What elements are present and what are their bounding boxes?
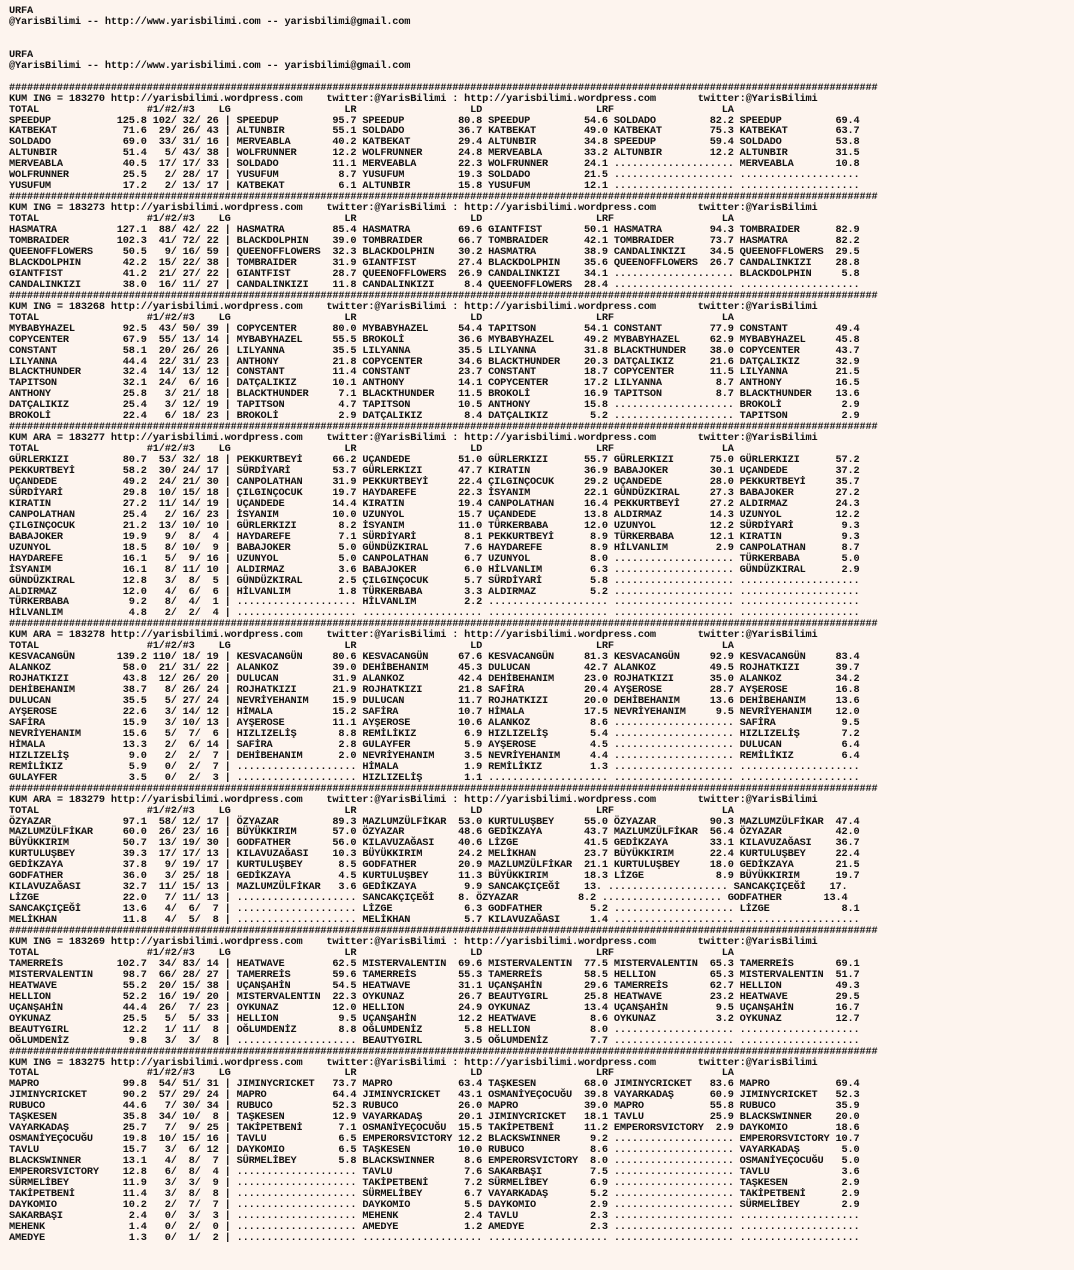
result-row: MYBABYHAZEL 92.5 43/ 50/ 39 | COPYCENTER 80.0 MYBABYHAZEL 54.4 TAPITSON 54.1 CONSTANT 77.9 CONSTANT 49.4 xyxy=(9,322,860,335)
result-row: AYŞEROSE 22.6 3/ 14/ 12 | HİMALA 15.2 SAFİRA 10.7 HİMALA 17.5 NEVRİYEHANIM 9.5 NEVRİYEHANIM 12.0 xyxy=(9,706,860,718)
race-header-line: KUM ING = 183275 http://yarisbilimi.wordpress.com twitter:@YarisBilimi : http://yarisbilimi.wordpress.com twitter:@YarisBilimi xyxy=(9,1056,818,1069)
race-header-line: KUM ARA = 183278 http://yarisbilimi.wordpress.com twitter:@YarisBilimi : http://yarisbilimi.wordpress.com twitter:@YarisBilimi xyxy=(9,629,818,642)
race-results-document xyxy=(9,6,877,1244)
result-row: MISTERVALENTIN 98.7 66/ 28/ 27 | TAMERREİS 59.6 TAMERREİS 55.3 TAMERREİS 58.5 HELLION 65.3 MISTERVALENTIN 51.7 xyxy=(9,968,860,981)
result-row: ALTUNBIR 51.4 5/ 43/ 38 | WOLFRUNNER 12.2 WOLFRUNNER 24.8 MERVEABLA 33.2 ALTUNBIR 12.2 ALTUNBIR 31.5 xyxy=(9,147,860,160)
result-row: ÇILGINÇOCUK 21.2 13/ 10/ 10 | GÜRLERKIZI 8.2 İSYANIM 11.0 TÜRKERBABA 12.0 UZUNYOL 12.2 SÜRDİYARİ 9.3 xyxy=(9,519,860,532)
race-header-line: KUM ING = 183270 http://yarisbilimi.wordpress.com twitter:@YarisBilimi : http://yarisbilimi.wordpress.com twitter:@YarisBilimi xyxy=(9,92,818,105)
column-header-line: TOTAL #1/#2/#3 LG LR LD LRF LA xyxy=(9,804,734,817)
result-row: HASMATRA 127.1 88/ 42/ 22 | HASMATRA 85.4 HASMATRA 69.6 GIANTFIST 50.1 HASMATRA 94.3 TOMBRAIDER 82.9 xyxy=(9,224,860,237)
header-line: @YarisBilimi -- http://www.yarisbilimi.com -- yarisbilimi@gmail.com xyxy=(9,15,411,28)
result-row: NEVRİYEHANIM 15.6 5/ 7/ 6 | HIZLIZELİŞ 8.8 REMİLİKIZ 6.9 HIZLIZELİŞ 5.4 .................... HIZLIZELİŞ 7.2 xyxy=(9,727,860,740)
separator-line: ################################################################################################################################################# xyxy=(9,618,878,631)
result-row: SOLDADO 69.0 33/ 31/ 16 | MERVEABLA 40.2 KATBEKAT 29.4 ALTUNBIR 34.8 SPEEDUP 59.4 SOLDADO 53.8 xyxy=(9,136,860,149)
result-row: MAZLUMZÜLFİKAR 60.0 26/ 23/ 16 | BÜYÜKKIRIM 57.0 ÖZYAZAR 48.6 GEDİKZAYA 43.7 MAZLUMZÜLFİKAR 56.4 ÖZYAZAR 42.0 xyxy=(9,826,860,839)
result-row: ROJHATKIZI 43.8 12/ 26/ 20 | DULUCAN 31.9 ALANKOZ 42.4 DEHİBEHANIM 23.0 ROJHATKIZI 35.0 ALANKOZ 34.2 xyxy=(9,673,860,686)
result-row: COPYCENTER 67.9 55/ 13/ 14 | MYBABYHAZEL 55.5 BROKOLİ 36.6 MYBABYHAZEL 49.2 MYBABYHAZEL 62.9 MYBABYHAZEL 45.8 xyxy=(9,333,860,346)
result-row: HİMALA 13.3 2/ 6/ 14 | SAFİRA 2.8 GULAYFER 5.9 AYŞEROSE 4.5 .................... DULUCAN 6.4 xyxy=(9,738,860,751)
result-row: OYKUNAZ 25.5 5/ 5/ 33 | HELLION 9.5 UÇANŞAHİN 12.2 HEATWAVE 8.6 OYKUNAZ 3.2 OYKUNAZ 12.7 xyxy=(9,1012,860,1025)
result-row: KIRATIN 27.2 11/ 14/ 19 | UÇANDEDE 14.4 KIRATIN 19.4 CANPOLATHAN 16.4 PEKKURTBEYİ 27.2 ALDIRMAZ 24.3 xyxy=(9,497,860,510)
result-row: BABAJOKER 19.9 9/ 8/ 4 | HAYDAREFE 7.1 SÜRDİYARİ 8.1 PEKKURTBEYİ 8.9 TÜRKERBABA 12.1 KIRATIN 9.3 xyxy=(9,530,860,543)
result-row: TAŞKESEN 35.8 34/ 10/ 8 | TAŞKESEN 12.9 VAYARKADAŞ 20.1 JIMINYCRICKET 18.1 TAVLU 25.9 BLACKSWINNER 20.0 xyxy=(9,1111,860,1124)
result-row: CANDALINKIZI 38.0 16/ 11/ 27 | CANDALINKIZI 11.8 CANDALINKIZI 8.4 QUEENOFFLOWERS 28.4 .................... .................... xyxy=(9,278,860,291)
separator-line: ################################################################################################################################################# xyxy=(9,782,878,795)
result-row: TOMBRAIDER 102.3 41/ 72/ 22 | BLACKDOLPHIN 39.0 TOMBRAIDER 66.7 TOMBRAIDER 42.1 TOMBRAIDER 73.7 HASMATRA 82.2 xyxy=(9,235,860,248)
result-row: LİZGE 22.0 7/ 11/ 13 | .................... SANCAKÇIÇEĞİ 8. ÖZYAZAR 8.2 .................... GODFATHER 13.4 xyxy=(9,892,848,905)
column-header-line: TOTAL #1/#2/#3 LG LR LD LRF LA xyxy=(9,311,734,324)
race-header-line: KUM ARA = 183279 http://yarisbilimi.wordpress.com twitter:@YarisBilimi : http://yarisbilimi.wordpress.com twitter:@YarisBilimi xyxy=(9,793,818,806)
result-row: CONSTANT 58.1 20/ 26/ 26 | LILYANNA 35.5 LILYANNA 35.5 LILYANNA 31.8 BLACKTHUNDER 38.0 COPYCENTER 43.7 xyxy=(9,344,860,357)
result-row: KESVACANGÜN 139.2 110/ 18/ 19 | KESVACANGÜN 80.6 KESVACANGÜN 67.6 KESVACANGÜN 81.3 KESVACANGÜN 92.9 KESVACANGÜN 83.4 xyxy=(9,651,860,664)
result-row: BROKOLİ 22.4 6/ 18/ 23 | BROKOLİ 2.9 DATÇALIKIZ 8.4 DATÇALIKIZ 5.2 .................... TAPITSON 2.9 xyxy=(9,410,860,423)
result-row: SÜRMELİBEY 11.9 3/ 3/ 9 | .................... TAKİPETBENİ 7.2 SÜRMELİBEY 6.9 .................... TAŞKESEN 2.9 xyxy=(9,1176,860,1189)
result-row: HEATWAVE 55.2 20/ 15/ 38 | UÇANŞAHİN 54.5 HEATWAVE 31.1 UÇANŞAHİN 29.6 TAMERREİS 62.7 HELLION 49.3 xyxy=(9,979,860,992)
result-row: BLACKSWINNER 13.1 4/ 8/ 7 | SÜRMELİBEY 5.8 BLACKSWINNER 8.6 EMPERORSVICTORY 8.0 .................... OSMANİYEÇOCUĞU 5.0 xyxy=(9,1155,860,1168)
result-row: GIANTFIST 41.2 21/ 27/ 22 | GIANTFIST 28.7 QUEENOFFLOWERS 26.9 CANDALINKIZI 34.1 .................... BLACKDOLPHIN 5.8 xyxy=(9,267,860,280)
result-row: TAPITSON 32.1 24/ 6/ 16 | DATÇALIKIZ 10.1 ANTHONY 14.1 COPYCENTER 17.2 LILYANNA 8.7 ANTHONY 16.5 xyxy=(9,377,860,390)
result-row: AMEDYE 1.3 0/ 1/ 2 | .................... .................... .................... .................... .................... xyxy=(9,1231,860,1244)
separator-line: ################################################################################################################################################# xyxy=(9,289,878,302)
result-row: GEDİKZAYA 37.8 9/ 19/ 17 | KURTULUŞBEY 8.5 GODFATHER 20.9 MAZLUMZÜLFİKAR 21.1 KURTULUŞBEY 18.0 GEDİKZAYA 21.5 xyxy=(9,859,860,872)
result-row: GÜNDÜZKIRAL 12.8 3/ 8/ 5 | GÜNDÜZKIRAL 2.5 ÇILGINÇOCUK 5.7 SÜRDİYARİ 5.8 .................... .................... xyxy=(9,574,860,587)
result-row: TAMERREİS 102.7 34/ 83/ 14 | HEATWAVE 62.5 MISTERVALENTIN 69.6 MISTERVALENTIN 77.5 MISTERVALENTIN 65.3 TAMERREİS 69.1 xyxy=(9,957,860,970)
result-row: TÜRKERBABA 9.2 8/ 4/ 1 | .................... HİLVANLIM 2.2 .................... .................... .................... xyxy=(9,596,860,609)
result-row: MAPRO 99.8 54/ 51/ 31 | JIMINYCRICKET 73.7 MAPRO 63.4 TAŞKESEN 68.0 JIMINYCRICKET 83.6 MAPRO 69.4 xyxy=(9,1078,860,1091)
result-row: GODFATHER 36.0 3/ 25/ 18 | GEDİKZAYA 4.5 KURTULUŞBEY 11.3 BÜYÜKKIRIM 18.3 LİZGE 8.9 BÜYÜKKIRIM 19.7 xyxy=(9,870,860,883)
result-row: MELİKHAN 11.8 4/ 5/ 8 | .................... MELİKHAN 5.7 KILAVUZAĞASI 1.4 .................... .................... xyxy=(9,914,860,927)
result-row: HELLION 52.2 16/ 19/ 20 | MISTERVALENTIN 22.3 OYKUNAZ 26.7 BEAUTYGIRL 25.8 HEATWAVE 23.2 HEATWAVE 29.5 xyxy=(9,990,860,1003)
column-header-line: TOTAL #1/#2/#3 LG LR LD LRF LA xyxy=(9,443,734,456)
column-header-line: TOTAL #1/#2/#3 LG LR LD LRF LA xyxy=(9,103,734,116)
result-row: PEKKURTBEYİ 58.2 30/ 24/ 17 | SÜRDİYARİ 53.7 GÜRLERKIZI 47.7 KIRATIN 36.9 BABAJOKER 30.1 UÇANDEDE 37.2 xyxy=(9,465,860,478)
result-row: OĞLUMDENİZ 9.8 3/ 3/ 8 | .................... BEAUTYGIRL 3.5 OĞLUMDENİZ 7.7 .................... .................... xyxy=(9,1034,860,1047)
result-row: TAVLU 15.7 3/ 6/ 12 | DAYKOMIO 6.5 TAŞKESEN 10.0 RUBUCO 8.6 .................... VAYARKADAŞ 5.0 xyxy=(9,1144,860,1157)
separator-line: ################################################################################################################################################# xyxy=(9,925,878,938)
result-row: KURTULUŞBEY 39.3 17/ 17/ 13 | KILAVUZAĞASI 10.3 BÜYÜKKIRIM 24.2 MELİKHAN 23.7 BÜYÜKKIRIM 22.4 KURTULUŞBEY 22.4 xyxy=(9,848,860,861)
result-row: GÜRLERKIZI 80.7 53/ 32/ 18 | PEKKURTBEYİ 66.2 UÇANDEDE 51.0 GÜRLERKIZI 55.7 GÜRLERKIZI 75.0 GÜRLERKIZI 57.2 xyxy=(9,454,860,467)
column-header-line: TOTAL #1/#2/#3 LG LR LD LRF LA xyxy=(9,1067,734,1080)
result-row: EMPERORSVICTORY 12.8 6/ 8/ 4 | .................... TAVLU 7.6 SAKARBAŞI 7.5 .................... TAVLU 3.6 xyxy=(9,1166,860,1179)
result-row: HİLVANLIM 4.8 2/ 2/ 4 | .................... .................... .................... .................... .................... xyxy=(9,607,860,620)
race-header-line: KUM ING = 183268 http://yarisbilimi.wordpress.com twitter:@YarisBilimi : http://yarisbilimi.wordpress.com twitter:@YarisBilimi xyxy=(9,300,818,313)
separator-line: ################################################################################################################################################# xyxy=(9,421,878,434)
result-row: BÜYÜKKIRIM 50.7 13/ 19/ 30 | GODFATHER 56.0 KILAVUZAĞASI 40.6 LİZGE 41.5 GEDİKZAYA 33.1 KILAVUZAĞASI 36.7 xyxy=(9,837,860,850)
result-row: SPEEDUP 125.8 102/ 32/ 26 | SPEEDUP 95.7 SPEEDUP 80.8 SPEEDUP 54.6 SOLDADO 82.2 SPEEDUP 69.4 xyxy=(9,114,860,127)
result-row: UZUNYOL 18.5 8/ 10/ 9 | BABAJOKER 5.0 GÜNDÜZKIRAL 7.6 HAYDAREFE 8.9 HİLVANLIM 2.9 CANPOLATHAN 8.7 xyxy=(9,541,860,554)
result-row: UÇANDEDE 49.2 24/ 21/ 30 | CANPOLATHAN 31.9 PEKKURTBEYİ 22.4 ÇILGINÇOCUK 29.2 UÇANDEDE 28.0 PEKKURTBEYİ 35.7 xyxy=(9,475,860,488)
result-row: ALDIRMAZ 12.0 4/ 6/ 6 | HİLVANLIM 1.8 TÜRKERBABA 3.3 ALDIRMAZ 5.2 .................... .................... xyxy=(9,585,860,598)
result-row: YUSUFUM 17.2 2/ 13/ 17 | KATBEKAT 6.1 ALTUNBIR 15.8 YUSUFUM 12.1 .................... .................... xyxy=(9,180,860,193)
result-row: JIMINYCRICKET 90.2 57/ 29/ 24 | MAPRO 64.4 JIMINYCRICKET 43.1 OSMANİYEÇOCUĞU 39.8 VAYARKADAŞ 60.9 JIMINYCRICKET 52.3 xyxy=(9,1089,860,1102)
result-row: GULAYFER 3.5 0/ 2/ 3 | .................... HIZLIZELİŞ 1.1 .................... .................... .................... xyxy=(9,771,860,784)
result-row: ALANKOZ 58.0 21/ 31/ 22 | ALANKOZ 39.0 DEHİBEHANIM 45.3 DULUCAN 42.7 ALANKOZ 49.5 ROJHATKIZI 39.7 xyxy=(9,662,860,675)
separator-line: ################################################################################################################################################# xyxy=(9,81,878,94)
result-row: OSMANİYEÇOCUĞU 19.8 10/ 15/ 16 | TAVLU 6.5 EMPERORSVICTORY 12.2 BLACKSWINNER 9.2 .................... EMPERORSVICTORY 10.7 xyxy=(9,1133,860,1146)
result-row: CANPOLATHAN 25.4 2/ 16/ 23 | İSYANIM 10.0 UZUNYOL 15.7 UÇANDEDE 13.8 ALDIRMAZ 14.3 UZUNYOL 12.2 xyxy=(9,508,860,521)
result-row: LILYANNA 44.4 22/ 31/ 23 | ANTHONY 21.8 COPYCENTER 34.6 BLACKTHUNDER 20.3 DATÇALIKIZ 21.6 DATÇALIKIZ 32.9 xyxy=(9,355,860,368)
race-header-line: KUM ING = 183273 http://yarisbilimi.wordpress.com twitter:@YarisBilimi : http://yarisbilimi.wordpress.com twitter:@YarisBilimi xyxy=(9,202,818,215)
result-row: REMİLİKIZ 5.9 0/ 2/ 7 | .................... HİMALA 1.9 REMİLİKIZ 1.3 .................... .................... xyxy=(9,760,860,773)
result-row: RUBUCO 44.6 7/ 30/ 34 | RUBUCO 52.3 RUBUCO 26.0 MAPRO 39.0 MAPRO 55.8 RUBUCO 35.9 xyxy=(9,1100,860,1113)
result-row: HIZLIZELİŞ 9.0 2/ 2/ 7 | DEHİBEHANIM 2.0 NEVRİYEHANIM 3.5 NEVRİYEHANIM 4.4 .................... REMİLİKIZ 6.4 xyxy=(9,749,860,762)
result-row: BLACKTHUNDER 32.4 14/ 13/ 12 | CONSTANT 11.4 CONSTANT 23.7 CONSTANT 18.7 COPYCENTER 11.5 LILYANNA 21.5 xyxy=(9,366,860,379)
result-row: UÇANŞAHİN 44.4 26/ 7/ 23 | OYKUNAZ 12.0 HELLION 24.9 OYKUNAZ 13.4 UÇANŞAHİN 9.5 UÇANŞAHİN 16.7 xyxy=(9,1001,860,1014)
header-line: @YarisBilimi -- http://www.yarisbilimi.com -- yarisbilimi@gmail.com xyxy=(9,59,411,72)
race-header-line: KUM ARA = 183277 http://yarisbilimi.wordpress.com twitter:@YarisBilimi : http://yarisbilimi.wordpress.com twitter:@YarisBilimi xyxy=(9,432,818,445)
separator-line: ################################################################################################################################################# xyxy=(9,191,878,204)
result-row: SAKARBAŞI 2.4 0/ 3/ 3 | .................... MEHENK 2.4 TAVLU 2.3 .................... .................... xyxy=(9,1209,860,1222)
result-row: TAKİPETBENİ 11.4 3/ 8/ 8 | .................... SÜRMELİBEY 6.7 VAYARKADAŞ 5.2 .................... TAKİPETBENİ 2.9 xyxy=(9,1187,860,1200)
result-row: SAFİRA 15.9 3/ 10/ 13 | AYŞEROSE 11.1 AYŞEROSE 10.6 ALANKOZ 8.6 .................... SAFİRA 9.5 xyxy=(9,716,860,729)
result-row: SANCAKÇIÇEĞİ 13.6 4/ 6/ 7 | .................... LİZGE 6.3 GODFATHER 5.2 .................... LİZGE 8.1 xyxy=(9,903,860,916)
result-row: MERVEABLA 40.5 17/ 17/ 33 | SOLDADO 11.1 MERVEABLA 22.3 WOLFRUNNER 24.1 .................... MERVEABLA 10.8 xyxy=(9,158,860,171)
result-row: DAYKOMIO 10.2 2/ 7/ 7 | .................... DAYKOMIO 5.5 DAYKOMIO 2.9 .................... SÜRMELİBEY 2.9 xyxy=(9,1198,860,1211)
result-row: DULUCAN 35.5 5/ 27/ 24 | NEVRİYEHANIM 15.9 DULUCAN 11.7 ROJHATKIZI 20.0 DEHİBEHANIM 13.6 DEHİBEHANIM 13.6 xyxy=(9,695,860,708)
result-row: DEHİBEHANIM 38.7 8/ 26/ 24 | ROJHATKIZI 21.9 ROJHATKIZI 21.8 SAFİRA 20.4 AYŞEROSE 28.7 AYŞEROSE 16.8 xyxy=(9,684,860,697)
result-row: KATBEKAT 71.6 29/ 26/ 43 | ALTUNBIR 55.1 SOLDADO 36.7 KATBEKAT 49.0 KATBEKAT 75.3 KATBEKAT 63.7 xyxy=(9,125,860,138)
header-line: URFA xyxy=(9,5,33,17)
column-header-line: TOTAL #1/#2/#3 LG LR LD LRF LA xyxy=(9,640,734,653)
result-row: VAYARKADAŞ 25.7 7/ 9/ 25 | TAKİPETBENİ 7.1 OSMANİYEÇOCUĞU 15.5 TAKİPETBENİ 11.2 EMPERORSVICTORY 2.9 DAYKOMIO 18.6 xyxy=(9,1122,860,1135)
result-row: BEAUTYGIRL 12.2 1/ 11/ 8 | OĞLUMDENİZ 8.8 OĞLUMDENİZ 5.8 HELLION 8.0 .................... .................... xyxy=(9,1023,860,1036)
column-header-line: TOTAL #1/#2/#3 LG LR LD LRF LA xyxy=(9,946,734,959)
result-row: DATÇALIKIZ 25.4 3/ 12/ 19 | TAPITSON 4.7 TAPITSON 10.5 ANTHONY 15.8 .................... BROKOLİ 2.9 xyxy=(9,399,860,412)
result-row: KILAVUZAĞASI 32.7 11/ 15/ 13 | MAZLUMZÜLFİKAR 3.6 GEDİKZAYA 9.9 SANCAKÇIÇEĞİ 13. .................... SANCAKÇIÇEĞİ 17. xyxy=(9,881,848,894)
separator-line: ################################################################################################################################################# xyxy=(9,1045,878,1058)
result-row: QUEENOFFLOWERS 50.5 9/ 16/ 59 | QUEENOFFLOWERS 32.3 BLACKDOLPHIN 30.2 HASMATRA 38.9 CANDALINKIZI 34.5 QUEENOFFLOWERS 29.5 xyxy=(9,245,860,258)
result-row: BLACKDOLPHIN 42.2 15/ 22/ 38 | TOMBRAIDER 31.9 GIANTFIST 27.4 BLACKDOLPHIN 35.6 QUEENOFFLOWERS 26.7 CANDALINKIZI 28.8 xyxy=(9,256,860,269)
result-row: SÜRDİYARİ 29.8 10/ 15/ 18 | ÇILGINÇOCUK 19.7 HAYDAREFE 22.3 İSYANIM 22.1 GÜNDÜZKIRAL 27.3 BABAJOKER 27.2 xyxy=(9,486,860,499)
result-row: WOLFRUNNER 25.5 2/ 28/ 17 | YUSUFUM 8.7 YUSUFUM 19.3 SOLDADO 21.5 .................... .................... xyxy=(9,169,860,182)
race-header-line: KUM ING = 183269 http://yarisbilimi.wordpress.com twitter:@YarisBilimi : http://yarisbilimi.wordpress.com twitter:@YarisBilimi xyxy=(9,936,818,949)
result-row: HAYDAREFE 16.1 5/ 9/ 16 | UZUNYOL 5.0 CANPOLATHAN 6.7 UZUNYOL 8.0 .................... TÜRKERBABA 5.0 xyxy=(9,552,860,565)
result-row: ANTHONY 25.8 3/ 21/ 18 | BLACKTHUNDER 7.1 BLACKTHUNDER 11.5 BROKOLİ 16.9 TAPITSON 8.7 BLACKTHUNDER 13.6 xyxy=(9,388,860,401)
header-line: URFA xyxy=(9,48,33,61)
result-row: ÖZYAZAR 97.1 58/ 12/ 17 | ÖZYAZAR 89.3 MAZLUMZÜLFİKAR 53.0 KURTULUŞBEY 55.0 ÖZYAZAR 90.3 MAZLUMZÜLFİKAR 47.4 xyxy=(9,815,860,828)
column-header-line: TOTAL #1/#2/#3 LG LR LD LRF LA xyxy=(9,213,734,226)
result-row: İSYANIM 16.1 8/ 11/ 10 | ALDIRMAZ 3.6 BABAJOKER 6.0 HİLVANLIM 6.3 .................... GÜNDÜZKIRAL 2.9 xyxy=(9,563,860,576)
result-row: MEHENK 1.4 0/ 2/ 0 | .................... AMEDYE 1.2 AMEDYE 2.3 .................... .................... xyxy=(9,1220,860,1233)
